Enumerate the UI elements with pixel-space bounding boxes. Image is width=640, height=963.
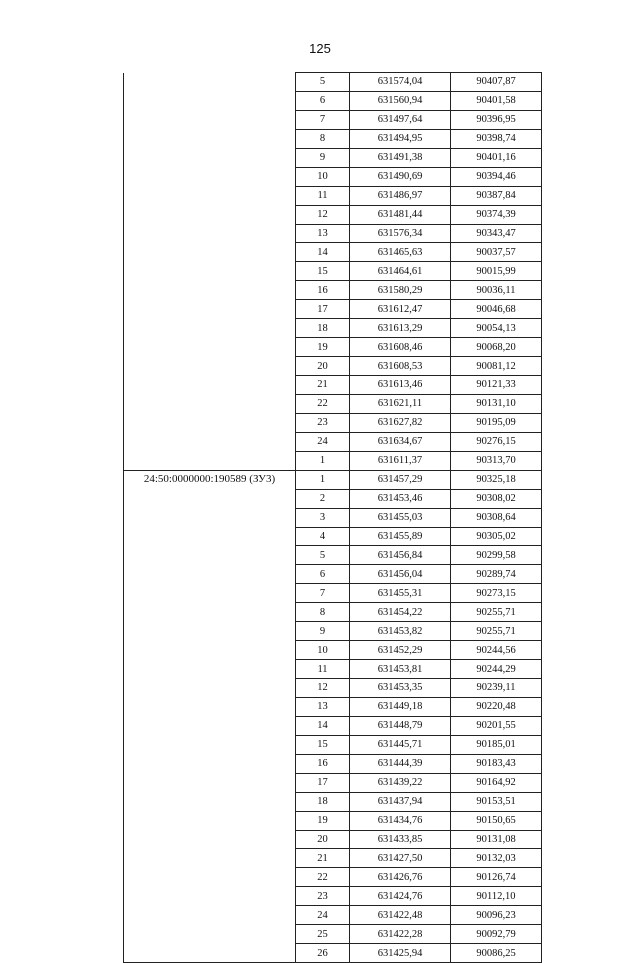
table-row: [124, 565, 542, 584]
y-coordinate-cell: 90081,12: [451, 357, 542, 376]
point-number-cell: 1: [296, 470, 350, 489]
parcel-cell-empty: [124, 110, 296, 129]
y-coordinate-cell: 90201,55: [451, 716, 542, 735]
parcel-cell-empty: [124, 489, 296, 508]
parcel-cell-empty: [124, 868, 296, 887]
table-row: [124, 849, 542, 868]
y-coordinate-cell: 90036,11: [451, 281, 542, 300]
point-number-cell: 12: [296, 205, 350, 224]
x-coordinate-cell: 631426,76: [350, 868, 451, 887]
y-coordinate-cell: 90374,39: [451, 205, 542, 224]
table-row: [124, 679, 542, 698]
x-coordinate-cell: 631452,29: [350, 641, 451, 660]
x-coordinate-cell: 631453,35: [350, 679, 451, 698]
x-coordinate-cell: 631608,46: [350, 338, 451, 357]
parcel-cell-empty: [124, 357, 296, 376]
table-row: [124, 792, 542, 811]
y-coordinate-cell: 90289,74: [451, 565, 542, 584]
point-number-cell: 13: [296, 697, 350, 716]
y-coordinate-cell: 90244,29: [451, 660, 542, 679]
point-number-cell: 25: [296, 925, 350, 944]
x-coordinate-cell: 631453,82: [350, 622, 451, 641]
table-row: [124, 186, 542, 205]
x-coordinate-cell: 631481,44: [350, 205, 451, 224]
parcel-cell-empty: [124, 792, 296, 811]
y-coordinate-cell: 90273,15: [451, 584, 542, 603]
table-row: [124, 470, 542, 489]
point-number-cell: 17: [296, 300, 350, 319]
parcel-cell-empty: [124, 944, 296, 963]
point-number-cell: 18: [296, 792, 350, 811]
parcel-cell-empty: [124, 394, 296, 413]
table-row: [124, 546, 542, 565]
parcel-cell-empty: [124, 697, 296, 716]
point-number-cell: 17: [296, 773, 350, 792]
parcel-cell-empty: [124, 300, 296, 319]
parcel-cell-empty: [124, 716, 296, 735]
table-row: [124, 243, 542, 262]
point-number-cell: 12: [296, 679, 350, 698]
y-coordinate-cell: 90054,13: [451, 319, 542, 338]
x-coordinate-cell: 631486,97: [350, 186, 451, 205]
parcel-cell-empty: [124, 129, 296, 148]
x-coordinate-cell: 631449,18: [350, 697, 451, 716]
table-row: [124, 508, 542, 527]
parcel-cell-empty: [124, 243, 296, 262]
parcel-cell-empty: [124, 906, 296, 925]
x-coordinate-cell: 631574,04: [350, 73, 451, 92]
parcel-cell-empty: [124, 148, 296, 167]
point-number-cell: 15: [296, 735, 350, 754]
table-row: [124, 641, 542, 660]
y-coordinate-cell: 90096,23: [451, 906, 542, 925]
point-number-cell: 1: [296, 451, 350, 470]
point-number-cell: 11: [296, 660, 350, 679]
parcel-cell-empty: [124, 603, 296, 622]
parcel-cell-empty: [124, 413, 296, 432]
table-row: [124, 887, 542, 906]
x-coordinate-cell: 631612,47: [350, 300, 451, 319]
x-coordinate-cell: 631456,04: [350, 565, 451, 584]
y-coordinate-cell: 90394,46: [451, 167, 542, 186]
y-coordinate-cell: 90195,09: [451, 413, 542, 432]
x-coordinate-cell: 631457,29: [350, 470, 451, 489]
y-coordinate-cell: 90387,84: [451, 186, 542, 205]
x-coordinate-cell: 631613,29: [350, 319, 451, 338]
y-coordinate-cell: 90185,01: [451, 735, 542, 754]
x-coordinate-cell: 631560,94: [350, 91, 451, 110]
point-number-cell: 9: [296, 148, 350, 167]
x-coordinate-cell: 631434,76: [350, 811, 451, 830]
point-number-cell: 6: [296, 565, 350, 584]
point-number-cell: 20: [296, 357, 350, 376]
y-coordinate-cell: 90015,99: [451, 262, 542, 281]
x-coordinate-cell: 631425,94: [350, 944, 451, 963]
point-number-cell: 21: [296, 376, 350, 395]
y-coordinate-cell: 90255,71: [451, 603, 542, 622]
y-coordinate-cell: 90164,92: [451, 773, 542, 792]
point-number-cell: 3: [296, 508, 350, 527]
table-row: [124, 167, 542, 186]
point-number-cell: 5: [296, 73, 350, 92]
y-coordinate-cell: 90150,65: [451, 811, 542, 830]
parcel-cell-empty: [124, 451, 296, 470]
point-number-cell: 11: [296, 186, 350, 205]
x-coordinate-cell: 631448,79: [350, 716, 451, 735]
y-coordinate-cell: 90305,02: [451, 527, 542, 546]
y-coordinate-cell: 90183,43: [451, 754, 542, 773]
table-row: [124, 224, 542, 243]
x-coordinate-cell: 631444,39: [350, 754, 451, 773]
point-number-cell: 8: [296, 129, 350, 148]
y-coordinate-cell: 90121,33: [451, 376, 542, 395]
point-number-cell: 26: [296, 944, 350, 963]
parcel-cell-empty: [124, 811, 296, 830]
point-number-cell: 4: [296, 527, 350, 546]
point-number-cell: 14: [296, 716, 350, 735]
table-row: [124, 584, 542, 603]
table-row: [124, 603, 542, 622]
page-number: 125: [309, 41, 331, 56]
y-coordinate-cell: 90126,74: [451, 868, 542, 887]
parcel-cell-empty: [124, 735, 296, 754]
x-coordinate-cell: 631613,46: [350, 376, 451, 395]
point-number-cell: 24: [296, 432, 350, 451]
point-number-cell: 7: [296, 584, 350, 603]
y-coordinate-cell: 90244,56: [451, 641, 542, 660]
x-coordinate-cell: 631455,31: [350, 584, 451, 603]
y-coordinate-cell: 90398,74: [451, 129, 542, 148]
point-number-cell: 13: [296, 224, 350, 243]
x-coordinate-cell: 631491,38: [350, 148, 451, 167]
parcel-cell-empty: [124, 338, 296, 357]
point-number-cell: 24: [296, 906, 350, 925]
parcel-cell-empty: [124, 830, 296, 849]
table-row: [124, 262, 542, 281]
point-number-cell: 16: [296, 281, 350, 300]
table-row: [124, 830, 542, 849]
x-coordinate-cell: 631437,94: [350, 792, 451, 811]
x-coordinate-cell: 631439,22: [350, 773, 451, 792]
x-coordinate-cell: 631490,69: [350, 167, 451, 186]
table-row: [124, 489, 542, 508]
parcel-cell-empty: [124, 565, 296, 584]
parcel-cell-empty: [124, 584, 296, 603]
table-row: [124, 716, 542, 735]
y-coordinate-cell: 90299,58: [451, 546, 542, 565]
x-coordinate-cell: 631627,82: [350, 413, 451, 432]
x-coordinate-cell: 631634,67: [350, 432, 451, 451]
point-number-cell: 19: [296, 811, 350, 830]
y-coordinate-cell: 90112,10: [451, 887, 542, 906]
point-number-cell: 2: [296, 489, 350, 508]
parcel-cell-empty: [124, 281, 296, 300]
point-number-cell: 7: [296, 110, 350, 129]
table-row: [124, 697, 542, 716]
x-coordinate-cell: 631456,84: [350, 546, 451, 565]
parcel-cadastral-number: 24:50:0000000:190589 (ЗУ3): [124, 470, 296, 489]
table-row: [124, 73, 542, 92]
parcel-cell-empty: [124, 660, 296, 679]
y-coordinate-cell: 90308,64: [451, 508, 542, 527]
table-row: [124, 357, 542, 376]
table-row: [124, 432, 542, 451]
point-number-cell: 23: [296, 413, 350, 432]
x-coordinate-cell: 631422,48: [350, 906, 451, 925]
point-number-cell: 21: [296, 849, 350, 868]
table-row: [124, 148, 542, 167]
table-row: [124, 868, 542, 887]
y-coordinate-cell: 90401,58: [451, 91, 542, 110]
x-coordinate-cell: 631608,53: [350, 357, 451, 376]
table-row: [124, 944, 542, 963]
x-coordinate-cell: 631422,28: [350, 925, 451, 944]
parcel-cell-empty: [124, 887, 296, 906]
y-coordinate-cell: 90239,11: [451, 679, 542, 698]
y-coordinate-cell: 90092,79: [451, 925, 542, 944]
table-row: [124, 281, 542, 300]
y-coordinate-cell: 90343,47: [451, 224, 542, 243]
point-number-cell: 16: [296, 754, 350, 773]
x-coordinate-cell: 631454,22: [350, 603, 451, 622]
parcel-cell-empty: [124, 186, 296, 205]
table-row: [124, 319, 542, 338]
y-coordinate-cell: 90255,71: [451, 622, 542, 641]
x-coordinate-cell: 631427,50: [350, 849, 451, 868]
parcel-cell-empty: [124, 773, 296, 792]
table-row: [124, 906, 542, 925]
y-coordinate-cell: 90153,51: [451, 792, 542, 811]
parcel-cell-empty: [124, 91, 296, 110]
y-coordinate-cell: 90220,48: [451, 697, 542, 716]
point-number-cell: 14: [296, 243, 350, 262]
y-coordinate-cell: 90308,02: [451, 489, 542, 508]
table-row: [124, 376, 542, 395]
parcel-cell-empty: [124, 849, 296, 868]
x-coordinate-cell: 631445,71: [350, 735, 451, 754]
table-row: [124, 660, 542, 679]
table-row: [124, 527, 542, 546]
x-coordinate-cell: 631494,95: [350, 129, 451, 148]
table-row: [124, 205, 542, 224]
y-coordinate-cell: 90396,95: [451, 110, 542, 129]
x-coordinate-cell: 631453,46: [350, 489, 451, 508]
table-row: [124, 300, 542, 319]
x-coordinate-cell: 631580,29: [350, 281, 451, 300]
table-row: [124, 129, 542, 148]
y-coordinate-cell: 90132,03: [451, 849, 542, 868]
y-coordinate-cell: 90068,20: [451, 338, 542, 357]
x-coordinate-cell: 631455,89: [350, 527, 451, 546]
coordinates-table: [123, 72, 542, 963]
table-row: [124, 773, 542, 792]
y-coordinate-cell: 90313,70: [451, 451, 542, 470]
point-number-cell: 6: [296, 91, 350, 110]
table-row: [124, 735, 542, 754]
table-row: [124, 811, 542, 830]
y-coordinate-cell: 90407,87: [451, 73, 542, 92]
y-coordinate-cell: 90325,18: [451, 470, 542, 489]
x-coordinate-cell: 631611,37: [350, 451, 451, 470]
y-coordinate-cell: 90276,15: [451, 432, 542, 451]
y-coordinate-cell: 90401,16: [451, 148, 542, 167]
parcel-cell-empty: [124, 262, 296, 281]
parcel-cell-empty: [124, 376, 296, 395]
point-number-cell: 23: [296, 887, 350, 906]
x-coordinate-cell: 631424,76: [350, 887, 451, 906]
table-row: [124, 91, 542, 110]
table-row: [124, 413, 542, 432]
parcel-cell-empty: [124, 205, 296, 224]
parcel-cell-empty: [124, 641, 296, 660]
parcel-cell-empty: [124, 527, 296, 546]
coordinates-table-body: [124, 73, 542, 963]
y-coordinate-cell: 90037,57: [451, 243, 542, 262]
table-row: [124, 394, 542, 413]
y-coordinate-cell: 90131,10: [451, 394, 542, 413]
parcel-cell-empty: [124, 546, 296, 565]
x-coordinate-cell: 631433,85: [350, 830, 451, 849]
point-number-cell: 18: [296, 319, 350, 338]
x-coordinate-cell: 631621,11: [350, 394, 451, 413]
table-row: [124, 754, 542, 773]
parcel-cell-empty: [124, 754, 296, 773]
x-coordinate-cell: 631464,61: [350, 262, 451, 281]
table-row: [124, 451, 542, 470]
table-row: [124, 925, 542, 944]
x-coordinate-cell: 631497,64: [350, 110, 451, 129]
point-number-cell: 8: [296, 603, 350, 622]
x-coordinate-cell: 631453,81: [350, 660, 451, 679]
point-number-cell: 9: [296, 622, 350, 641]
y-coordinate-cell: 90131,08: [451, 830, 542, 849]
point-number-cell: 10: [296, 641, 350, 660]
table-row: [124, 622, 542, 641]
parcel-cell-empty: [124, 925, 296, 944]
parcel-cell-empty: [124, 319, 296, 338]
x-coordinate-cell: 631576,34: [350, 224, 451, 243]
point-number-cell: 22: [296, 868, 350, 887]
parcel-cell-empty: [124, 224, 296, 243]
point-number-cell: 10: [296, 167, 350, 186]
table-row: [124, 110, 542, 129]
x-coordinate-cell: 631465,63: [350, 243, 451, 262]
parcel-cell-empty: [124, 167, 296, 186]
point-number-cell: 19: [296, 338, 350, 357]
point-number-cell: 15: [296, 262, 350, 281]
point-number-cell: 22: [296, 394, 350, 413]
y-coordinate-cell: 90046,68: [451, 300, 542, 319]
point-number-cell: 5: [296, 546, 350, 565]
parcel-cell-empty: [124, 679, 296, 698]
point-number-cell: 20: [296, 830, 350, 849]
parcel-cell-empty: [124, 432, 296, 451]
parcel-cell-empty: [124, 73, 296, 92]
y-coordinate-cell: 90086,25: [451, 944, 542, 963]
table-row: [124, 338, 542, 357]
parcel-cell-empty: [124, 622, 296, 641]
x-coordinate-cell: 631455,03: [350, 508, 451, 527]
parcel-cell-empty: [124, 508, 296, 527]
